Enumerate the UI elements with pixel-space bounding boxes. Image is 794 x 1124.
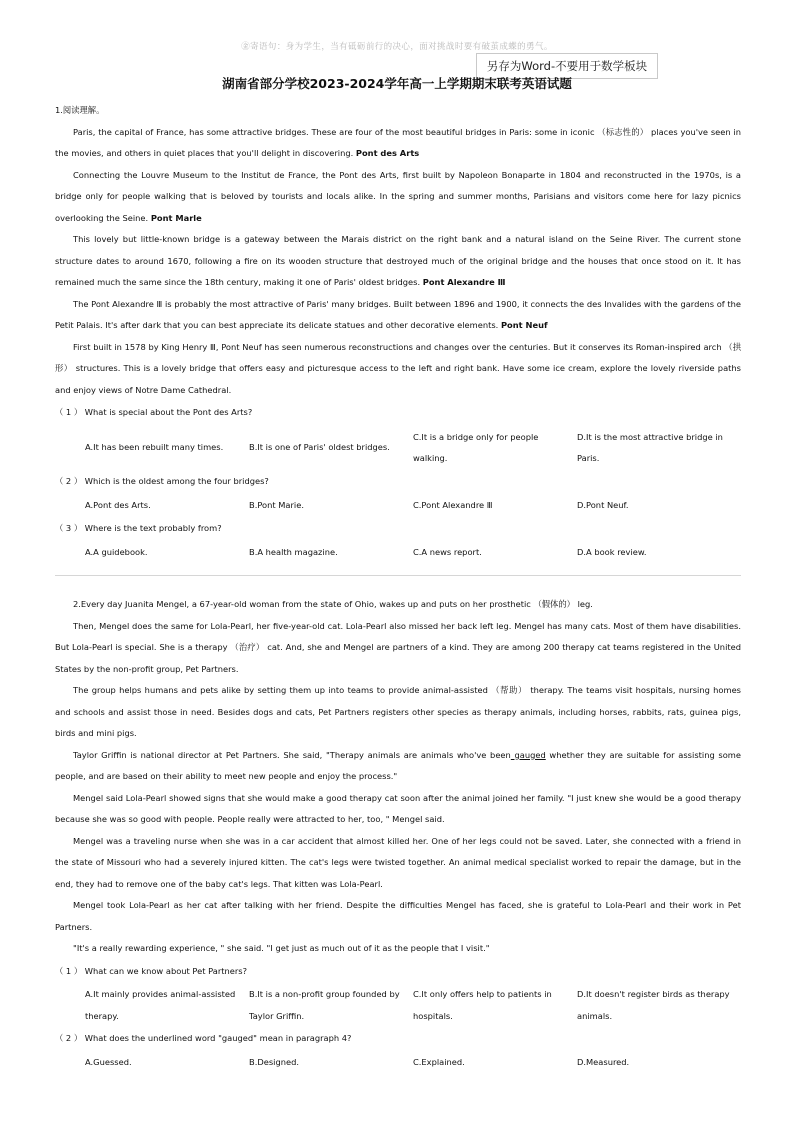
passage-paragraph: Paris, the capital of France, has some attractive bridges. These are four of the most beautiful bridges in Paris: some in iconic （标志性的） places you've seen in the movies, and others in quiet places that you'll delight in discovering. Pont des Arts xyxy=(55,126,741,158)
bridge-name: Pont des Arts xyxy=(355,148,420,158)
option-a[interactable]: A.Guessed. xyxy=(85,1056,132,1067)
option-d[interactable]: D.It is the most attractive bridge in Paris. xyxy=(577,431,723,463)
question-stem: （ 2 ） What does the underlined word "gauged" mean in paragraph 4? xyxy=(55,1033,352,1043)
option-a[interactable]: A.A guidebook. xyxy=(85,547,148,557)
header-motto: ㊎寄语句：身为学生，当有砥砺前行的决心，面对挑战时要有破茧成蝶的勇气。 xyxy=(241,42,553,52)
option-c[interactable]: C.It only offers help to patients in hospitals. xyxy=(413,989,552,1021)
option-a[interactable]: A.It has been rebuilt many times. xyxy=(85,442,224,453)
section-divider xyxy=(55,575,741,576)
option-a[interactable]: A.Pont des Arts. xyxy=(85,500,151,510)
bridge-name: Pont Neuf xyxy=(500,320,548,330)
passage-paragraph: Taylor Griffin is national director at Pet Partners. She said, "Therapy animals are animals who've been gauged whether they are suitable for assisting some people, and are based on their ability to meet new people and enjoy the process." xyxy=(55,749,741,781)
option-c[interactable]: C.It is a bridge only for people walking. xyxy=(413,431,539,463)
option-row xyxy=(55,1052,741,1074)
passage-paragraph: The Pont Alexandre Ⅲ is probably the most attractive of Paris' many bridges. Built between 1896 and 1900, it connects the des Invalides with the gardens of the Petit Palais. It's after dark that you can best appreciate its delicate statues and other decorative elements. Pont Neuf xyxy=(55,298,741,330)
passage-paragraph: Then, Mengel does the same for Lola-Pearl, her five-year-old cat. Lola-Pearl also missed her back left leg. Mengel has many cats. Most of them have disabilities. But Lola-Pearl is special. She is a therapy （治疗） cat. And, she and Mengel are partners of a kind. They are among 200 therapy cat teams registered in the United States by the non-profit group, Pet Partners. xyxy=(55,620,741,674)
section-1 xyxy=(55,100,741,590)
option-c[interactable]: C.Explained. xyxy=(413,1056,465,1067)
option-d[interactable]: D.Pont Neuf. xyxy=(577,500,629,510)
option-row xyxy=(55,542,741,564)
page-title: 湖南省部分学校2023-2024学年高一上学期期末联考英语试题 xyxy=(222,76,572,91)
bridge-name: Pont Alexandre Ⅲ xyxy=(422,277,506,287)
option-c[interactable]: C.Pont Alexandre Ⅲ xyxy=(413,500,493,510)
question-stem: （ 1 ） What can we know about Pet Partners? xyxy=(55,965,248,976)
bridge-name: Pont Marle xyxy=(150,212,202,223)
question-stem: （ 3 ） Where is the text probably from? xyxy=(55,522,222,533)
passage-paragraph: The group helps humans and pets alike by setting them up into teams to provide animal-assisted （帮助） therapy. The teams visit hospitals, nursing homes and schools and assist those in need. Besides dogs and cats, Pet Partners registers other species as therapy animals, including horses, rabbits, rats, guinea pigs, birds and mini pigs. xyxy=(55,685,741,738)
question-stem: （ 2 ） Which is the oldest among the four bridges? xyxy=(55,475,269,486)
option-b[interactable]: B.Designed. xyxy=(249,1056,299,1067)
option-a[interactable]: A.It mainly provides animal-assisted therapy. xyxy=(85,989,236,1021)
option-row xyxy=(55,984,741,1027)
passage-paragraph: This lovely but little-known bridge is a gateway between the Marais district on the right bank and a natural island on the Seine River. The current stone structure dates to around 1670, following a fire on its wooden structure that destroyed much of the original bridge and the houses that once stood on it. It has remained much the same since the 18th century, making it one of Paris' oldest bridges. Pont Alexandre Ⅲ xyxy=(55,234,741,287)
option-row xyxy=(55,495,741,517)
passage-paragraph: Mengel said Lola-Pearl showed signs that she would make a good therapy cat soon after the animal joined her family. "I just knew she would be a good therapy because she was so good with people. People really were attracted to her, too, " Mengel said. xyxy=(55,792,741,824)
passage-paragraph: "It's a really rewarding experience, " she said. "I get just as much out of it as the people that I visit." xyxy=(73,943,490,953)
option-d[interactable]: D.A book review. xyxy=(577,547,647,557)
passage-paragraph: First built in 1578 by King Henry Ⅲ, Pont Neuf has seen numerous reconstructions and changes over the centuries. But it conserves its Roman-inspired arch （拱形） structures. This is a lovely bridge that offers easy and picturesque access to the left and right bank. Have some ice cream, explore the lovely riverside paths and enjoy views of Notre Dame Cathedral. xyxy=(55,341,741,395)
option-b[interactable]: B.It is one of Paris' oldest bridges. xyxy=(249,442,390,453)
option-b[interactable]: B.Pont Marie. xyxy=(249,500,304,510)
section-2 xyxy=(55,594,741,1073)
option-c[interactable]: C.A news report. xyxy=(413,547,482,557)
option-b[interactable]: B.It is a non-profit group founded by Taylor Griffin. xyxy=(249,989,400,1021)
passage-paragraph: Mengel took Lola-Pearl as her cat after talking with her friend. Despite the difficulties Mengel has faced, she is grateful to Lola-Pearl and their work in Pet Partners. xyxy=(55,900,741,932)
section-1-heading: 1.阅读理解。 xyxy=(55,105,105,115)
option-d[interactable]: D.Measured. xyxy=(577,1056,630,1067)
save-as-word-button[interactable]: 另存为Word-不要用于数学板块 xyxy=(476,53,658,79)
option-d[interactable]: D.It doesn't register birds as therapy animals. xyxy=(577,989,730,1021)
passage-paragraph: Mengel was a traveling nurse when she was in a car accident that almost killed her. One of her legs could not be saved. Later, she connected with a friend in the state of Missouri who had a severely injured kitten. The cat's legs were twisted together. An animal medical specialist worked to repair the damage, but in the end, they had to remove one of the baby cat's legs. That kitten was Lola-Pearl. xyxy=(55,835,741,889)
passage-paragraph: Connecting the Louvre Museum to the Institut de France, the Pont des Arts, first built by Napoleon Bonaparte in 1804 and reconstructed in the 1970s, is a bridge only for people walking that is beloved by tourists and locals alike. In the spring and summer months, Parisians and visitors come here for lazy picnics overlooking the Seine. Pont Marle xyxy=(55,169,741,223)
passage-paragraph: 2.Every day Juanita Mengel, a 67-year-old woman from the state of Ohio, wakes up and puts on her prosthetic （假体的） leg. xyxy=(73,599,593,609)
question-stem: （ 1 ） What is special about the Pont des Arts? xyxy=(55,407,253,417)
option-b[interactable]: B.A health magazine. xyxy=(249,547,338,557)
option-row xyxy=(55,424,741,470)
underlined-word: gauged xyxy=(510,749,546,760)
